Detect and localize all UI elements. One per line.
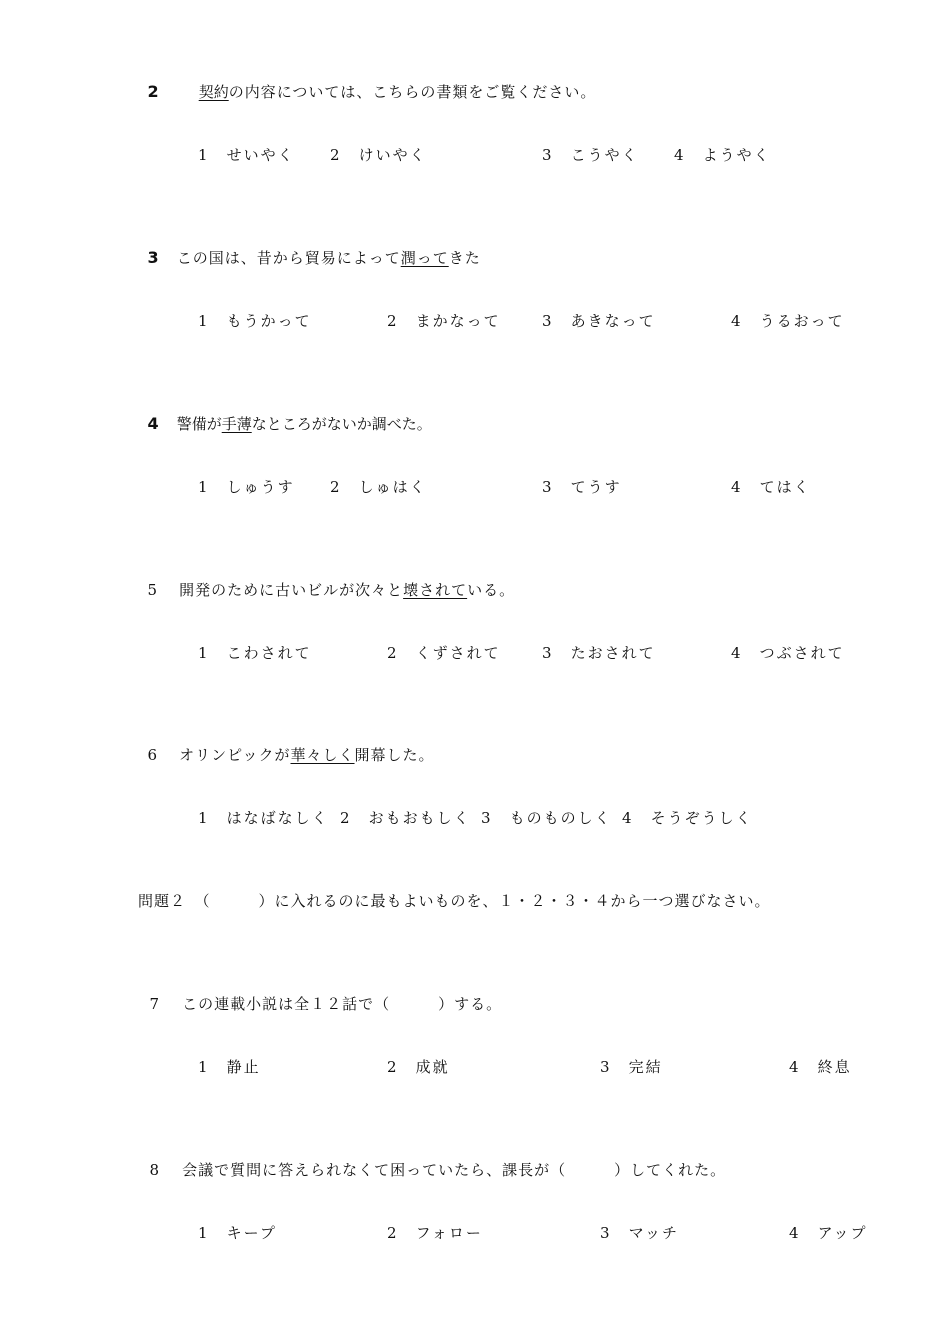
question-pre: オリンピックが (179, 746, 291, 764)
question-post: いる。 (467, 581, 516, 599)
option-row: 2 成就 (387, 1058, 450, 1076)
option-2[interactable]: 成就 (415, 1058, 450, 1076)
option-3[interactable]: 完結 (628, 1058, 663, 1076)
underlined-word: 潤って (400, 249, 449, 267)
question-number: 2 (147, 82, 159, 101)
option-row: 4 ようやく (674, 146, 771, 164)
option-2[interactable]: けいやく (358, 146, 427, 164)
option-4[interactable]: てはく (759, 478, 811, 496)
option-1[interactable]: しゅうす (226, 478, 295, 496)
option-2[interactable]: くずされて (415, 644, 501, 662)
option-row: 3 マッチ (600, 1224, 679, 1242)
option-2[interactable]: まかなって (415, 312, 501, 330)
option-3[interactable]: ものものしく (509, 809, 612, 827)
option-row: 2 くずされて (387, 644, 501, 662)
option-row: 1 はなばなしく (198, 809, 329, 827)
option-row: 4 そうぞうしく (622, 809, 753, 827)
option-1[interactable]: もうかって (226, 312, 312, 330)
option-row: 1 しゅうす (198, 478, 295, 496)
option-4[interactable]: 終息 (817, 1058, 852, 1076)
option-2[interactable]: しゅはく (358, 478, 427, 496)
question-number: 7 (149, 995, 161, 1013)
option-row: 3 完結 (600, 1058, 663, 1076)
underlined-word: 手薄 (221, 415, 252, 433)
option-row: 3 あきなって (542, 312, 656, 330)
question-number: 8 (149, 1161, 161, 1179)
option-4[interactable]: アップ (817, 1224, 868, 1242)
underlined-word: 壊されて (403, 581, 468, 599)
option-row: 4 終息 (789, 1058, 852, 1076)
option-row: 3 てうす (542, 478, 622, 496)
option-3[interactable]: あきなって (570, 312, 656, 330)
option-row: 2 おもおもしく (340, 809, 471, 827)
question-text: 会議で質問に答えられなくて困っていたら、課長が（ ）してくれた。 (182, 1161, 727, 1179)
question-number: 5 (147, 581, 158, 599)
question-pre: 警備が (176, 415, 222, 433)
question-6 (138, 725, 435, 765)
underlined-word: 華々しく (290, 746, 355, 764)
question-2 (138, 62, 596, 102)
section-heading: 問題２ （ ）に入れるのに最もよいものを、１・２・３・４から一つ選びなさい。 (138, 892, 771, 910)
question-5 (138, 560, 515, 600)
question-number: 6 (147, 746, 158, 764)
option-row: 3 こうやく (542, 146, 639, 164)
question-7 (138, 974, 502, 1014)
question-pre: 開発のために古いビルが次々と (179, 581, 404, 599)
option-1[interactable]: こわされて (226, 644, 312, 662)
option-3[interactable]: たおされて (570, 644, 656, 662)
option-2[interactable]: フォロー (415, 1224, 483, 1242)
option-row: 2 しゅはく (330, 478, 427, 496)
question-post: 開幕した。 (354, 746, 435, 764)
option-3[interactable]: てうす (570, 478, 622, 496)
option-4[interactable]: ようやく (702, 146, 771, 164)
option-row: 4 てはく (731, 478, 811, 496)
option-1[interactable]: 静止 (226, 1058, 261, 1076)
option-row: 4 つぶされて (731, 644, 845, 662)
question-number: 4 (147, 414, 159, 433)
option-row: 4 うるおって (731, 312, 845, 330)
option-4[interactable]: つぶされて (759, 644, 845, 662)
option-1[interactable]: キープ (226, 1224, 277, 1242)
option-3[interactable]: こうやく (570, 146, 639, 164)
option-row: 1 キープ (198, 1224, 277, 1242)
option-1[interactable]: せいやく (226, 146, 295, 164)
option-row: 1 こわされて (198, 644, 312, 662)
question-3 (138, 228, 481, 268)
option-row: 2 まかなって (387, 312, 501, 330)
question-post: なところがないか調べた。 (251, 415, 432, 433)
option-row: 2 フォロー (387, 1224, 483, 1242)
option-2[interactable]: おもおもしく (368, 809, 471, 827)
option-row: 1 もうかって (198, 312, 312, 330)
option-row: 4 アップ (789, 1224, 868, 1242)
question-number: 3 (147, 248, 159, 267)
question-pre: この国は、昔から貿易によって (176, 249, 401, 267)
question-post: の内容については、こちらの書類をご覧ください。 (228, 83, 597, 101)
option-row: 3 ものものしく (481, 809, 612, 827)
option-1[interactable]: はなばなしく (226, 809, 329, 827)
option-4[interactable]: そうぞうしく (650, 809, 753, 827)
option-row: 1 静止 (198, 1058, 261, 1076)
question-post: きた (448, 249, 481, 267)
option-row: 1 せいやく (198, 146, 295, 164)
option-row: 2 けいやく (330, 146, 427, 164)
question-8 (138, 1140, 726, 1180)
underlined-word: 契約 (198, 83, 229, 101)
question-4 (138, 394, 432, 434)
option-3[interactable]: マッチ (628, 1224, 679, 1242)
question-text: この連載小説は全１２話で（ ）する。 (182, 995, 503, 1013)
option-4[interactable]: うるおって (759, 312, 845, 330)
option-row: 3 たおされて (542, 644, 656, 662)
